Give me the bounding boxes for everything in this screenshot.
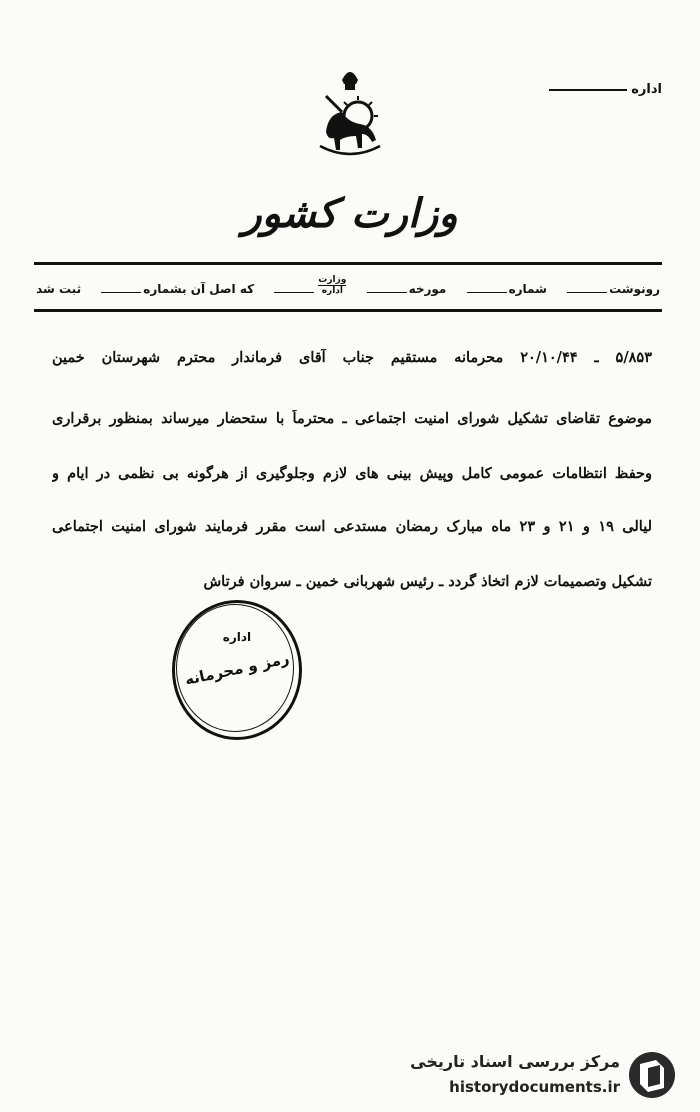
ministry-department-field — [272, 275, 346, 296]
date-field: مورخه — [365, 275, 447, 296]
department-field — [549, 82, 662, 97]
copy-field: رونوشت — [565, 275, 660, 296]
header-rule-bottom — [34, 309, 662, 312]
body-line-4: لیالی ۱۹ و ۲۱ و ۲۳ ماه مبارک رمضان مستدعی است مقرر فرمایند شورای امنیت اجتماعی — [52, 518, 652, 535]
archive-book-logo-icon — [626, 1050, 678, 1100]
department-blank — [549, 89, 627, 91]
original-number-field: که اصل آن بشماره — [99, 275, 254, 296]
seal-text-department: اداره — [222, 630, 252, 644]
registered-field: ثبت شد — [36, 282, 82, 296]
ministry-title: وزارت کشور — [242, 190, 458, 237]
header-fields-row — [36, 275, 660, 296]
seal-text-confidential: رمز و محرمانه — [183, 649, 291, 689]
watermark-url: historydocuments.ir — [449, 1078, 620, 1096]
department-label: اداره — [631, 82, 662, 97]
body-line-5: تشکیل وتصمیمات لازم اتخاذ گردد ـ رئیس شهربانی خمین ـ سروان فرتاش — [203, 573, 652, 590]
body-line-1: ۵/۸۵۳ ـ ۲۰/۱۰/۴۴ محرمانه مستقیم جناب آقای فرماندار محترم شهرستان خمین — [52, 349, 652, 366]
number-field: شماره — [465, 275, 547, 296]
watermark-persian: مرکز بررسی اسناد تاریخی — [410, 1052, 620, 1071]
lion-and-sun-emblem-icon — [318, 62, 382, 162]
body-line-3: وحفظ انتظامات عمومی کامل وپیش بینی های لازم وجلوگیری از هرگونه بی نظمی در ایام و — [52, 465, 652, 482]
header-rule-top — [34, 262, 662, 265]
ministry-department-stack: وزارت اداره — [318, 275, 347, 296]
body-line-2: موضوع تقاضای تشکیل شورای امنیت اجتماعی ـ محترماً با ستحضار میرساند بمنظور برقراری — [52, 410, 652, 427]
